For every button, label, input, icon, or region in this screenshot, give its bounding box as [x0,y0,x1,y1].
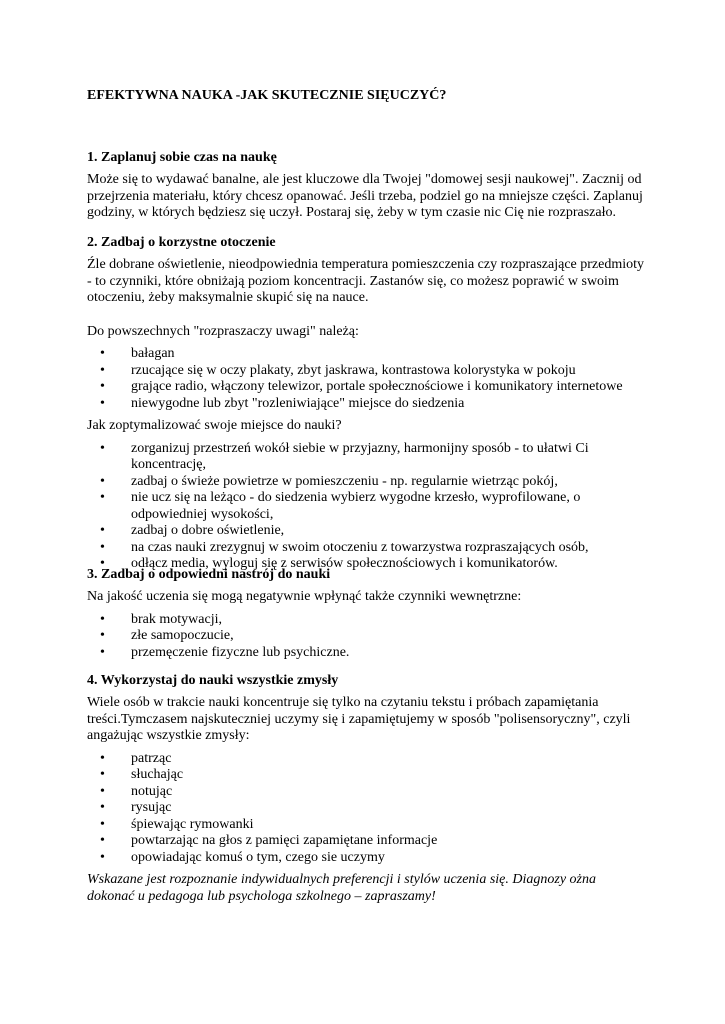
section-4 [87,673,645,905]
list-item: • na czas nauki zrezygnuj w swoim otoczeniu z towarzystwa rozpraszających osób, [100,540,645,557]
section-3-list [87,612,645,662]
distractors-intro: Do powszechnych "rozpraszaczy uwagi" należą: [87,323,359,339]
optimize-intro: Jak zoptymalizować swoje miejsce do nauki? [87,418,342,433]
list-item: • przemęczenie fizyczne lub psychiczne. [100,645,645,662]
list-item: • słuchając [100,767,645,784]
list-item: • powtarzając na głos z pamięci zapamiętane informacje [100,833,645,850]
section-3-heading: 3. Zadbaj o odpowiedni nastrój do nauki [87,567,331,582]
list-item: • bałagan [100,346,645,363]
list-item: • złe samopoczucie, [100,628,645,645]
document-title: EFEKTYWNA NAUKA -JAK SKUTECZNIE SIĘUCZYĆ? [87,88,447,103]
list-item: • grające radio, włączony telewizor, portale społecznościowe i komunikatory internetowe [100,379,645,396]
list-item: • niewygodne lub zbyt "rozleniwiające" miejsce do siedzenia [100,396,645,413]
list-item: • rzucające się w oczy plakaty, zbyt jaskrawa, kontrastowa kolorystyka w pokoju [100,363,645,380]
distractors-list [87,346,645,412]
list-item: • brak motywacji, [100,612,645,629]
list-item: • notując [100,784,645,801]
list-item: • zadbaj o dobre oświetlenie, [100,523,645,540]
section-4-heading: 4. Wykorzystaj do nauki wszystkie zmysły [87,673,339,688]
section-1-text: Może się to wydawać banalne, ale jest kluczowe dla Twojej "domowej sesji naukowej". Zacznij od przejrzenia materiału, który chcesz opanować. Jeśli trzeba, podziel go na mniejsze części. Zaplanuj godziny, w których będziesz się uczył. Postaraj się, żeby w tym czasie nic Cię nie rozpraszało. [87,172,643,220]
section-4-list [87,751,645,867]
optimize-list [87,441,645,573]
section-1-heading: 1. Zaplanuj sobie czas na naukę [87,150,277,165]
section-2-text: Źle dobrane oświetlenie, nieodpowiednia temperatura pomieszczenia czy rozpraszające przedmioty - to czynniki, które obniżają poziom koncentracji. Zastanów się, co możesz poprawić w swoim otoczeniu, żeby maksymalnie skupić się na nauce. [87,257,645,305]
section-1 [87,150,645,222]
section-3 [87,567,645,661]
list-item: • zorganizuj przestrzeń wokół siebie w przyjazny, harmonijny sposób - to ułatwi Ci koncentrację, [100,441,645,474]
section-4-text: Wiele osób w trakcie nauki koncentruje się tylko na czytaniu tekstu i próbach zapamiętania treści.Tymczasem najskuteczniej uczymy się i zapamiętujemy w sposób "polisensoryczny", czyli angażując wszystkie zmysły: [87,695,631,743]
list-item: • patrząc [100,751,645,768]
section-3-text: Na jakość uczenia się mogą negatywnie wpłynąć także czynniki wewnętrzne: [87,589,522,604]
list-item: • odłącz media, wyloguj się z serwisów społecznościowych i komunikatorów. [100,556,645,573]
list-item: • zadbaj o świeże powietrze w pomieszczeniu - np. regularnie wietrząc pokój, [100,474,645,491]
closing-note: Wskazane jest rozpoznanie indywidualnych preferencji i stylów uczenia się. Diagnozy ożna dokonać u pedagoga lub psychologa szkolnego – zapraszamy! [87,872,596,904]
list-item: • opowiadając komuś o tym, czego sie uczymy [100,850,645,867]
list-item: • rysując [100,800,645,817]
list-item: • śpiewając rymowanki [100,817,645,834]
section-2 [87,235,645,573]
list-item: • nie ucz się na leżąco - do siedzenia wybierz wygodne krzesło, wyprofilowane, o odpowiedniej wysokości, [100,490,645,523]
section-2-heading: 2. Zadbaj o korzystne otoczenie [87,235,276,250]
